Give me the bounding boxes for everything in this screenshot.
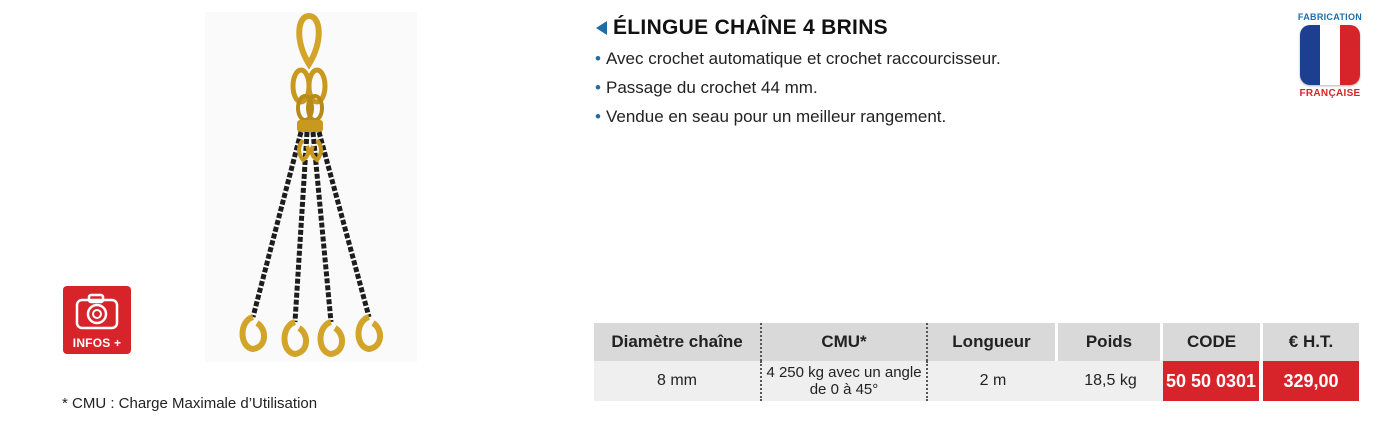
cell-cmu-line2: de 0 à 45° — [809, 381, 879, 398]
infos-plus-button[interactable] — [63, 286, 131, 354]
feature-list — [590, 44, 1001, 131]
col-header-poids: Poids — [1058, 323, 1163, 361]
spec-table — [594, 323, 1359, 401]
francaise-label: FRANÇAISE — [1299, 88, 1361, 99]
cell-code: 50 50 0301 — [1163, 361, 1263, 401]
footnote-cmu: * CMU : Charge Maximale d’Utilisation — [62, 395, 318, 412]
col-header-prix: € H.T. — [1263, 323, 1359, 361]
made-in-france-badge — [1290, 12, 1370, 99]
table-header-row — [594, 323, 1359, 361]
bullet-icon: • — [595, 49, 601, 68]
four-leg-chain-sling-image — [205, 12, 417, 362]
cell-diametre: 8 mm — [594, 361, 762, 401]
bullet-icon: • — [595, 78, 601, 97]
cell-poids: 18,5 kg — [1058, 361, 1163, 401]
french-flag-icon — [1300, 25, 1360, 85]
feature-item: • Avec crochet automatique et crochet raccourcisseur. — [590, 44, 1001, 73]
camera-icon — [75, 292, 119, 332]
product-image — [205, 12, 417, 362]
cell-cmu — [762, 361, 928, 401]
cell-prix: 329,00 — [1263, 361, 1359, 401]
bullet-icon: • — [595, 107, 601, 126]
fabrication-label: FABRICATION — [1297, 12, 1363, 22]
feature-item: • Vendue en seau pour un meilleur rangement. — [590, 102, 1001, 131]
col-header-code: CODE — [1163, 323, 1263, 361]
product-title-row — [596, 14, 888, 42]
table-row — [594, 361, 1359, 401]
col-header-cmu: CMU* — [762, 323, 928, 361]
col-header-diametre: Diamètre chaîne — [594, 323, 762, 361]
cell-cmu-line1: 4 250 kg avec un angle — [766, 364, 922, 381]
cell-longueur: 2 m — [928, 361, 1058, 401]
feature-item: • Passage du crochet 44 mm. — [590, 73, 1001, 102]
infos-plus-label: INFOS + — [72, 336, 122, 350]
col-header-longueur: Longueur — [928, 323, 1058, 361]
product-title: ÉLINGUE CHAÎNE 4 BRINS — [613, 16, 888, 39]
arrow-left-icon — [596, 21, 607, 35]
